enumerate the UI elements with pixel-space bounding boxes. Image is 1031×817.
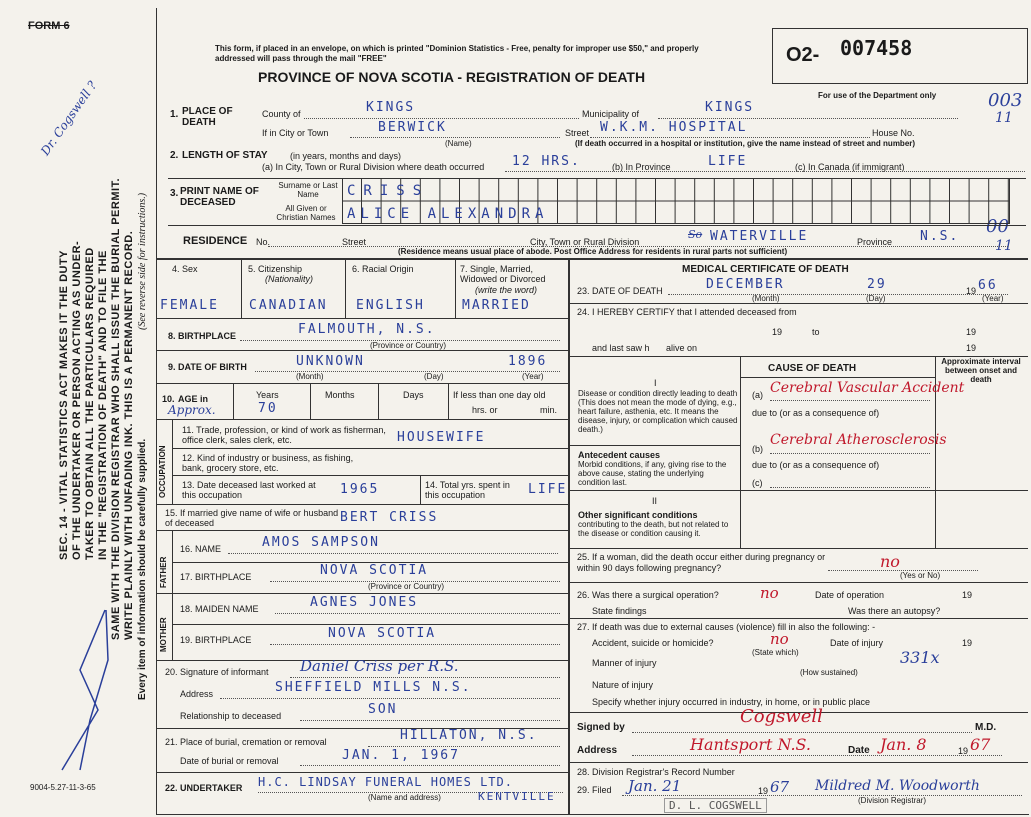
filed-19: 19 [758, 786, 769, 796]
father-name-label: 16. NAME [180, 544, 222, 554]
stay-b-label: (b) In Province [612, 162, 671, 172]
signed-label: Signed by [577, 722, 625, 733]
municipality-label: Municipality of [582, 109, 640, 119]
mother-name[interactable]: AGNES JONES [310, 595, 419, 610]
state-findings: State findings [592, 606, 647, 616]
d24-label: 24. I HEREBY CERTIFY that I attended deceased from [577, 307, 797, 317]
side-note: (See reverse side for instructions.) [137, 192, 148, 330]
cit-value[interactable]: CANADIAN [249, 298, 328, 313]
informant-address-label: Address [180, 689, 214, 699]
surname-label: Surname or Last Name [278, 181, 338, 199]
side-text-4: IN THE "REGISTRATION OF DEATH" AND TO FILE THE [97, 250, 109, 560]
due-to-2: due to (or as a consequence of) [752, 460, 880, 470]
occ11-label: 11. Trade, profession, or kind of work as fisherman, office clerk, sales clerk, etc. [182, 425, 386, 445]
manner-label: Manner of injury [592, 658, 657, 668]
registrar-label: (Division Registrar) [858, 796, 927, 805]
given-label: All Given or Christian Names [276, 204, 336, 222]
age-label: AGE in [178, 394, 209, 404]
q25-value[interactable]: no [880, 552, 900, 571]
dob-label: 9. DATE OF BIRTH [168, 362, 247, 372]
cit-sub: (Nationality) [265, 274, 314, 284]
undertaker-town[interactable]: KENTVILLE [478, 790, 556, 803]
undertaker-label: 22. UNDERTAKER [165, 783, 243, 793]
informant-label: 20. Signature of informant [165, 667, 269, 677]
d23-year-pre: 19 [966, 286, 977, 296]
stay-label: LENGTH OF STAY [182, 150, 268, 161]
antecedent-label: Antecedent causes [578, 450, 661, 460]
stay-c-label: (c) In Canada (if immigrant) [795, 162, 905, 172]
q26-19: 19 [962, 590, 973, 600]
city-value[interactable]: BERWICK [378, 120, 447, 135]
cause-II: II [652, 496, 658, 506]
injury-19: 19 [962, 638, 973, 648]
street-value[interactable]: W.K.M. HOSPITAL [600, 120, 748, 135]
stay-a-value[interactable]: 12 HRS. [512, 154, 581, 169]
cause-header: CAUSE OF DEATH [768, 363, 857, 374]
specify-label: Specify whether injury occurred in industry, in home, or in public place [592, 697, 870, 707]
date-19: 19 [958, 746, 969, 756]
autopsy-label: Was there an autopsy? [848, 606, 941, 616]
d24-19b: 19 [966, 327, 977, 337]
res-city-label: City, Town or Rural Division [530, 237, 640, 247]
approx-label: Approximate interval between onset and death [941, 357, 1021, 384]
father-label: FATHER [159, 556, 168, 588]
cit-label: 5. Citizenship [248, 264, 303, 274]
sex-label: 4. Sex [172, 264, 198, 274]
race-value[interactable]: ENGLISH [356, 298, 425, 313]
residence-note: (Residence means usual place of abode. Post Office Address for residents in rural parts not sufficient) [398, 247, 788, 256]
q26-date-label: Date of operation [815, 590, 885, 600]
informant-signature[interactable]: Daniel Criss per R.S. [300, 657, 459, 675]
age-note: Approx. [168, 403, 216, 417]
dob-month[interactable]: UNKNOWN [296, 354, 365, 369]
signed-value[interactable]: Cogswell [740, 706, 823, 727]
state-which: (State which) [752, 648, 799, 657]
occ14-value[interactable]: LIFE [528, 482, 568, 497]
mother-bp[interactable]: NOVA SCOTIA [328, 626, 437, 641]
side-note-2: Every item of information should be carefully supplied. [137, 438, 148, 700]
stay-a-label: (a) In City, Town or Rural Division where death occurred [262, 162, 485, 172]
undertaker-value[interactable]: H.C. LINDSAY FUNERAL HOMES LTD. [258, 775, 513, 789]
side-text-6: WRITE PLAINLY WITH UNFADING INK. THIS IS A PERMANENT RECORD. [123, 230, 135, 640]
notice: This form, if placed in an envelope, on which is printed "Dominion Statistics - Free, penalty for improper use $50," and properly addressed will pass through the mail "FREE" [215, 44, 699, 63]
accident-label: Accident, suicide or homicide? [592, 638, 714, 648]
side-text-5: SAME WITH THE DIVISION REGISTRAR WHO SHALL ISSUE THE BURIAL PERMIT. [110, 177, 122, 640]
marital-value[interactable]: MARRIED [462, 298, 531, 313]
date-label: Date [848, 745, 870, 756]
registrar-signature[interactable]: Mildred M. Woodworth [815, 778, 980, 794]
mother-name-label: 18. MAIDEN NAME [180, 604, 259, 614]
birthplace-sub: (Province or Country) [370, 341, 447, 350]
burial-date-label: Date of burial or removal [180, 756, 279, 766]
county-label: County of [262, 109, 301, 119]
res-no-label: No. [256, 237, 271, 247]
q28-label: 28. Division Registrar's Record Number [577, 767, 735, 777]
res-province-label: Province [857, 237, 893, 247]
name-num: 3. [170, 188, 179, 199]
md-label: M.D. [975, 722, 997, 733]
occ13-label: 13. Date deceased last worked at this occupation [182, 480, 316, 500]
name-label: PRINT NAME OF DECEASED [180, 186, 259, 208]
q26-value[interactable]: no [760, 584, 779, 602]
occ13-value[interactable]: 1965 [340, 482, 380, 497]
age-days-lbl: Days [403, 390, 424, 400]
injury-date-label: Date of injury [830, 638, 884, 648]
city-label: If in City or Town [262, 128, 329, 138]
informant-address[interactable]: SHEFFIELD MILLS N.S. [275, 680, 472, 695]
d23-label: 23. DATE OF DEATH [577, 286, 663, 296]
form-label: FORM 6 [28, 20, 70, 32]
dept-code-3: 00 [986, 216, 1009, 237]
res-province-value[interactable]: N.S. [920, 229, 960, 244]
reg-number: 007458 [840, 36, 913, 60]
res-city-value[interactable]: WATERVILLE [710, 229, 809, 244]
occ11-value[interactable]: HOUSEWIFE [397, 430, 486, 445]
q25-yesno: (Yes or No) [900, 571, 941, 580]
spouse-value[interactable]: BERT CRISS [340, 510, 439, 525]
form-code: 9004-5.27-11-3-65 [30, 783, 96, 792]
d24-19a: 19 [772, 327, 783, 337]
place-num: 1. [170, 109, 179, 120]
mother-bp-label: 19. BIRTHPLACE [180, 635, 252, 645]
stat-code[interactable]: 331x [900, 648, 940, 667]
margin-scribble [50, 600, 130, 790]
side-text-3: TAKER TO OBTAIN ALL THE PARTICULARS REQUIRED [84, 247, 96, 560]
d24-alive: alive on [666, 343, 698, 353]
burial-value[interactable]: HILLATON, N.S. [400, 728, 538, 743]
stay-b-value[interactable]: LIFE [708, 154, 748, 169]
res-street-label: Street [342, 237, 367, 247]
occ14-label: 14. Total yrs. spent in this occupation [425, 480, 510, 500]
relationship-label: Relationship to deceased [180, 711, 282, 721]
d24-to: to [812, 327, 820, 337]
father-bp[interactable]: NOVA SCOTIA [320, 563, 429, 578]
d23-month[interactable]: DECEMBER [706, 277, 785, 292]
dob-month-lbl: (Month) [296, 372, 324, 381]
disease-label: Disease or condition directly leading to death (This does not mean the mode of dying, e.g., heart failure, asthenia, etc. It means the disease, injury, or complication which caused death.) [578, 389, 738, 434]
municipality-value[interactable]: KINGS [705, 100, 755, 115]
cause-I: I [654, 378, 657, 388]
filed-year[interactable]: 67 [770, 778, 790, 796]
dept-code-2: 11 [995, 110, 1013, 126]
filed-value[interactable]: Jan. 21 [628, 777, 682, 795]
side-text-2: OF THE UNDERTAKER OR PERSON ACTING AS UNDER- [71, 240, 83, 560]
father-name[interactable]: AMOS SAMPSON [262, 535, 380, 550]
less-day-lbl: If less than one day old [453, 390, 546, 400]
d24-last: and last saw h [592, 343, 650, 353]
margin-note: Dr. Cogswell ? [38, 78, 100, 159]
age-years-lbl: Years [256, 390, 279, 400]
cause-b-lbl: (b) [752, 444, 763, 454]
d23-year[interactable]: 66 [978, 278, 998, 293]
other-sub: contributing to the death, but not related to the disease or condition causing it. [578, 520, 729, 538]
nature-label: Nature of injury [592, 680, 654, 690]
race-label: 6. Racial Origin [352, 264, 414, 274]
cause-a-lbl: (a) [752, 390, 763, 400]
d23-day-lbl: (Day) [866, 294, 886, 303]
min-lbl: min. [540, 405, 558, 415]
res-city-prefix: So [688, 228, 703, 241]
address-label: Address [577, 745, 618, 756]
residence-label: RESIDENCE [183, 235, 248, 247]
dept-code-4: 11 [995, 238, 1013, 254]
d23-day[interactable]: 29 [867, 277, 887, 292]
marital-sub: (write the word) [475, 285, 538, 295]
birthplace-label: 8. BIRTHPLACE [168, 331, 237, 341]
address-value[interactable]: Hantsport N.S. [690, 735, 812, 754]
father-bp-sub: (Province or Country) [368, 582, 445, 591]
dob-day-lbl: (Day) [424, 372, 444, 381]
stay-num: 2. [170, 150, 179, 161]
burial-date[interactable]: JAN. 1, 1967 [342, 748, 460, 763]
stamp: D. L. COGSWELL [664, 798, 767, 813]
cause-c-lbl: (c) [752, 478, 763, 488]
place-label: PLACE OF DEATH [182, 106, 233, 128]
form-title: PROVINCE OF NOVA SCOTIA - REGISTRATION OF DEATH [258, 69, 646, 85]
undertaker-sub: (Name and address) [368, 793, 441, 802]
mother-label: MOTHER [159, 617, 168, 652]
d24-19c: 19 [966, 343, 977, 353]
q25-label: 25. If a woman, did the death occur either during pregnancy or within 90 days following pregnancy? [577, 552, 826, 573]
q29-label: 29. Filed [577, 785, 612, 795]
sex-value[interactable]: FEMALE [160, 298, 219, 313]
relationship-value[interactable]: SON [368, 702, 398, 717]
street-label: Street [565, 128, 590, 138]
given-value[interactable]: ALICE ALEXANDRA [347, 206, 549, 222]
date-year[interactable]: 67 [970, 735, 991, 754]
occ12-label: 12. Kind of industry or business, as fishing, bank, grocery store, etc. [182, 453, 354, 473]
dept-use: For use of the Department only [818, 91, 937, 100]
place-note: (If death occurred in a hospital or institution, give the name instead of street and number) [575, 139, 916, 148]
dob-year[interactable]: 1896 [508, 354, 548, 369]
dept-code-1: 003 [988, 90, 1023, 111]
stay-sub: (in years, months and days) [290, 151, 402, 161]
age-years[interactable]: 70 [258, 401, 278, 416]
cause-a[interactable]: Cerebral Vascular Accident [770, 380, 965, 396]
due-to-1: due to (or as a consequence of) [752, 408, 880, 418]
cause-b[interactable]: Cerebral Atherosclerosis [770, 432, 947, 448]
spouse-label: 15. If married give name of wife or husband of deceased [165, 508, 339, 528]
hrs-lbl: hrs. or [472, 405, 498, 415]
other-label: Other significant conditions [578, 510, 698, 520]
county-value[interactable]: KINGS [366, 100, 416, 115]
antecedent-sub: Morbid conditions, if any, giving rise to the above cause, stating the underlying condition last. [578, 460, 727, 487]
dob-year-lbl: (Year) [522, 372, 544, 381]
d23-month-lbl: (Month) [752, 294, 780, 303]
birthplace-value[interactable]: FALMOUTH, N.S. [298, 322, 436, 337]
side-text-1: SEC. 14 - VITAL STATISTICS ACT MAKES IT THE DUTY [58, 249, 70, 560]
occupation-label: OCCUPATION [158, 445, 167, 498]
accident-value[interactable]: no [770, 630, 789, 648]
reg-prefix: O2- [786, 44, 820, 66]
city-name-lbl: (Name) [445, 139, 472, 148]
burial-label: 21. Place of burial, cremation or removal [165, 737, 327, 747]
d23-year-lbl: (Year) [982, 294, 1004, 303]
age-months-lbl: Months [325, 390, 355, 400]
age-num: 10. [162, 394, 175, 404]
how-sustained: (How sustained) [800, 668, 858, 677]
medical-header: MEDICAL CERTIFICATE OF DEATH [682, 264, 849, 275]
q26-label: 26. Was there a surgical operation? [577, 590, 719, 600]
date-value[interactable]: Jan. 8 [880, 735, 927, 754]
house-label: House No. [872, 128, 915, 138]
q27-label: 27. If death was due to external causes (violence) fill in also the following: - [577, 622, 876, 632]
marital-label: 7. Single, Married, Widowed or Divorced [460, 264, 546, 284]
father-bp-label: 17. BIRTHPLACE [180, 572, 252, 582]
surname-value[interactable]: CRISS [347, 183, 430, 199]
